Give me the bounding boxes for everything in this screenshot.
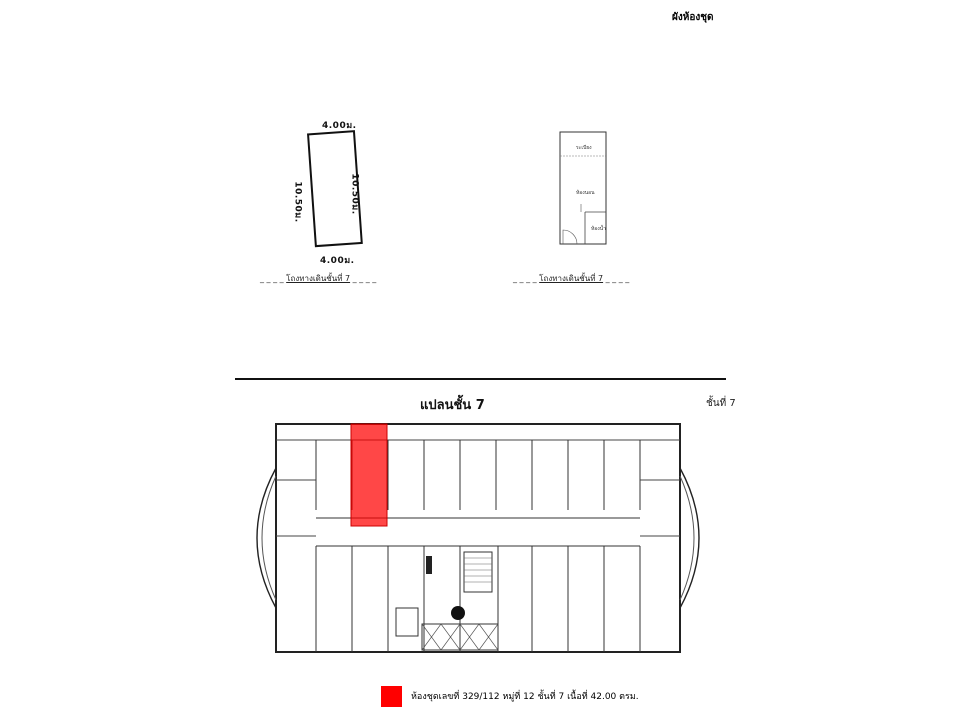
- dim-top-label: 4.00ม.: [322, 121, 357, 131]
- dim-right-label: 10.50ม.: [349, 173, 360, 215]
- corridor-caption-right: โถงทางเดินชั้นที่ 7: [539, 274, 604, 283]
- room-living-label: ห้องนอน: [576, 190, 595, 196]
- dim-bottom-label: 4.00ม.: [320, 256, 355, 266]
- service-duct: [426, 556, 432, 574]
- right-bay-outer: [680, 468, 699, 608]
- legend-text: ห้องชุดเลขที่ 329/112 หมู่ที่ 12 ชั้นที่ 7 เนื้อที่ 42.00 ตรม.: [411, 692, 639, 702]
- document-title: ผังห้องชุด: [672, 12, 714, 23]
- building-outline: [276, 424, 680, 652]
- left-bay-outer: [257, 468, 276, 608]
- floor-plan-edge-label: ชั้นที่ 7: [706, 398, 736, 409]
- unit-layout-caption: _ _ _ _ โถงทางเดินชั้นที่ 7 _ _ _ _: [513, 274, 630, 283]
- fire-stair: [396, 608, 418, 636]
- section-divider: [235, 378, 726, 380]
- floor-plan-drawing: [236, 418, 716, 658]
- floor-plan-title: แปลนชั้น 7: [420, 398, 485, 413]
- highlighted-unit: [351, 424, 387, 526]
- dim-left-label: 10.50ม.: [292, 181, 303, 223]
- legend-color-swatch: [381, 686, 402, 707]
- room-bath-label: ห้องน้ำ: [591, 226, 606, 232]
- room-balcony-label: ระเบียง: [576, 145, 592, 151]
- corridor-caption-left: โถงทางเดินชั้นที่ 7: [286, 274, 351, 283]
- shaft-marker: [451, 606, 465, 620]
- entry-door-swing: [563, 230, 577, 244]
- unit-outline-caption: _ _ _ _ โถงทางเดินชั้นที่ 7 _ _ _ _: [260, 274, 377, 283]
